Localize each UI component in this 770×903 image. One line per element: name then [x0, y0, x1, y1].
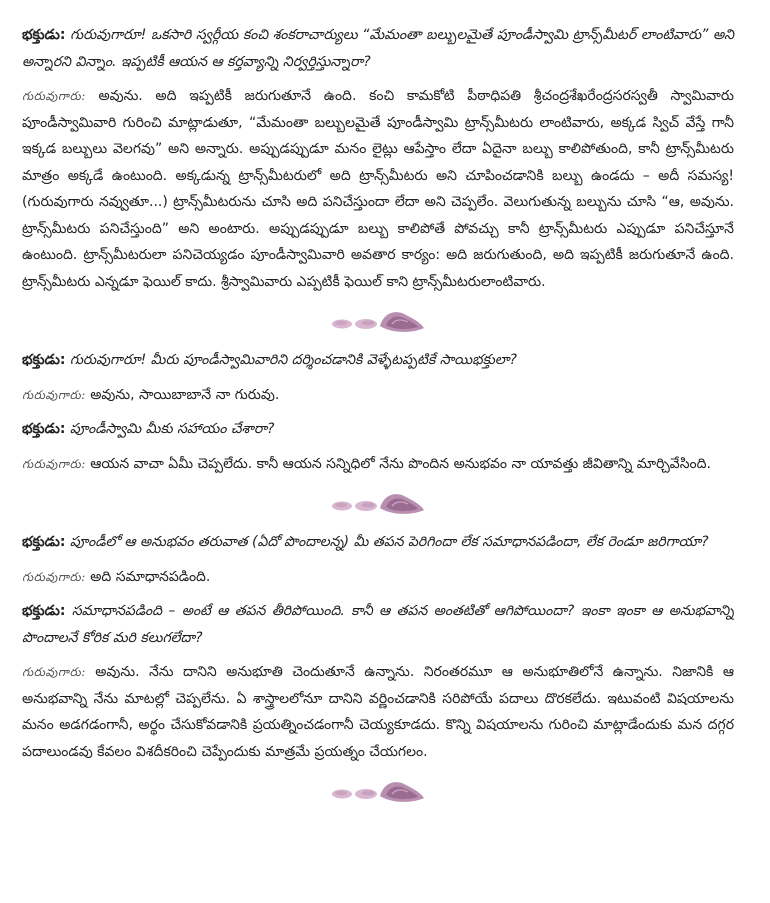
answer-paragraph [22, 382, 734, 409]
question-paragraph [22, 529, 734, 556]
petal-shape [335, 791, 347, 795]
question-paragraph [22, 598, 734, 651]
guru-label: గురువుగారు: [22, 569, 86, 584]
petal-divider [22, 765, 734, 817]
answer-text: అవును. అది ఇప్పటికీ జరుగుతూనే ఉంది. కంచి కామకోటి పీఠాధిపతి శ్రీచంద్రశేఖరేంద్రసరస్వతీ స్వామివారు పూండీస్వామివారి గురించి మాట్లాడుతూ, “మేమంతా బల్బులమైతే పూండీస్వామి ట్రాన్స్‌మీటరు లాంటివారు, అక్కడ స్విచ్ వేస్తే గానీ ఇక్కడ బల్బులు వెలగవు” అని అన్నారు. అప్పుడప్పుడూ మనం లైట్లు ఆపేస్తాం లేదా ఏదైనా బల్బు కాలిపోతుంది, కానీ ట్రాన్స్‌మీటరు మాత్రం అక్కడే ఉంటుంది. అక్కడున్న ట్రాన్స్‌మీటరులో అది ట్రాన్స్‌మీటరు అని చూపించడానికి బల్బు ఉండదు – అదీ సమస్య! (గురువుగారు నవ్వుతూ...) ట్రాన్స్‌మీటరును చూసి అది పనిచేస్తుందా లేదా అని చెప్పలేం. వెలుగుతున్న బల్బును చూసి “ఆ, అవును. ట్రాన్స్‌మీటరు పనిచేస్తుంది” అని అంటారు. అప్పుడప్పుడూ బల్బు కాలిపోతే పోవచ్చు కానీ ట్రాన్స్‌మీటరు ఎప్పుడూ పనిచేస్తూనే ఉంటుంది. ట్రాన్స్‌మీటరులా పనిచెయ్యడం పూండీస్వామివారి అవతార కార్యం: అది జరుగుతుంది, అది ఇప్పటికీ జరుగుతూనే ఉంది. ట్రాన్స్‌మీటరు ఎన్నడూ ఫెయిల్ కాదు. శ్రీస్వామివారు ఎప్పటికీ ఫెయిల్ కాని ట్రాన్స్‌మీటరులాంటివారు. [22, 88, 734, 290]
petal-divider [22, 477, 734, 529]
guru-label: గురువుగారు: [22, 387, 86, 402]
question-paragraph [22, 22, 734, 75]
question-paragraph [22, 416, 734, 443]
pink-petals-divider-icon [330, 306, 426, 336]
guru-label: గురువుగారు: [22, 89, 86, 103]
pink-petals-divider-icon [330, 488, 426, 518]
question-text: గురువుగారూ! ఒకసారి స్వర్గీయ కంచి శంకరాచార్యులు “మేమంతా బల్బులమైతే పూండీస్వామి ట్రాన్స్‌మీటర్ లాంటివారు” అని అన్నారని విన్నాం. ఇప్పటికీ ఆయన ఆ కర్తవ్యాన్ని నిర్వర్తిస్తున్నారా? [22, 27, 735, 70]
question-text: గురువుగారూ! మీరు పూండీస్వామివారిని దర్శించడానికి వెళ్ళేటప్పటికే సాయిభక్తులా? [69, 352, 517, 368]
devotee-label: భక్తుడు: [22, 27, 66, 43]
question-paragraph [22, 347, 734, 374]
devotee-label: భక్తుడు: [22, 603, 66, 619]
petal-divider [22, 295, 734, 347]
petal-shape [335, 321, 347, 325]
question-text: పూండీలో ఆ అనుభవం తరువాత (ఏదో పొందాలన్న) మీ తపన పెరిగిందా లేక సమాధానపడిందా, లేక రెండూ జరిగాయా? [69, 534, 709, 550]
petal-shape [362, 791, 375, 796]
devotee-label: భక్తుడు: [22, 534, 66, 550]
devotee-label: భక్తుడు: [22, 421, 66, 437]
petal-shape [335, 503, 347, 507]
petal-shape [362, 503, 375, 508]
answer-text: ఆయన వాచా ఏమీ చెప్పలేదు. కానీ ఆయన సన్నిధిలో నేను పొందిన అనుభవం నా యావత్తు జీవితాన్ని మార్చివేసింది. [90, 455, 711, 472]
question-text: సమాధానపడింది – అంటే ఆ తపన తీరిపోయింది. కానీ ఆ తపన అంతటితో ఆగిపోయిందా? ఇంకా ఇంకా ఆ అనుభవాన్ని పొందాలనే కోరిక మరి కలుగలేదా? [22, 603, 734, 646]
answer-text: అది సమాధానపడింది. [90, 568, 211, 585]
answer-text: అవును. నేను దానిని అనుభూతి చెందుతూనే ఉన్నాను. నిరంతరమూ ఆ అనుభూతిలోనే ఉన్నాను. నిజానికి ఆ అనుభవాన్ని నేను మాటల్లో చెప్పలేను. ఏ శాస్త్రాలలోనూ దానిని వర్ణించడానికి సరిపోయే పదాలు దొరకలేదు. ఇటువంటి విషయాలను మనం అడగడంగానీ, అర్థం చేసుకోవడానికి ప్రయత్నించడంగానీ చెయ్యకూడదు. కొన్ని విషయాలను గురించి మాట్లాడేందుకు మన దగ్గర పదాలుండవు కేవలం విశదీకరించి చెప్పేందుకు మాత్రమే ప్రయత్నం చేయగలం. [22, 664, 734, 760]
petal-shape [362, 321, 375, 326]
answer-paragraph [22, 83, 734, 295]
guru-label: గురువుగారు: [22, 665, 86, 679]
answer-paragraph [22, 659, 734, 765]
pink-petals-divider-icon [330, 776, 426, 806]
answer-paragraph [22, 451, 734, 478]
guru-label: గురువుగారు: [22, 456, 86, 471]
answer-paragraph [22, 564, 734, 591]
devotee-label: భక్తుడు: [22, 352, 66, 368]
question-text: పూండీస్వామి మీకు సహాయం చేశారా? [69, 421, 275, 437]
answer-text: అవును, సాయిబాబానే నా గురువు. [90, 386, 280, 403]
document-page [22, 22, 734, 817]
